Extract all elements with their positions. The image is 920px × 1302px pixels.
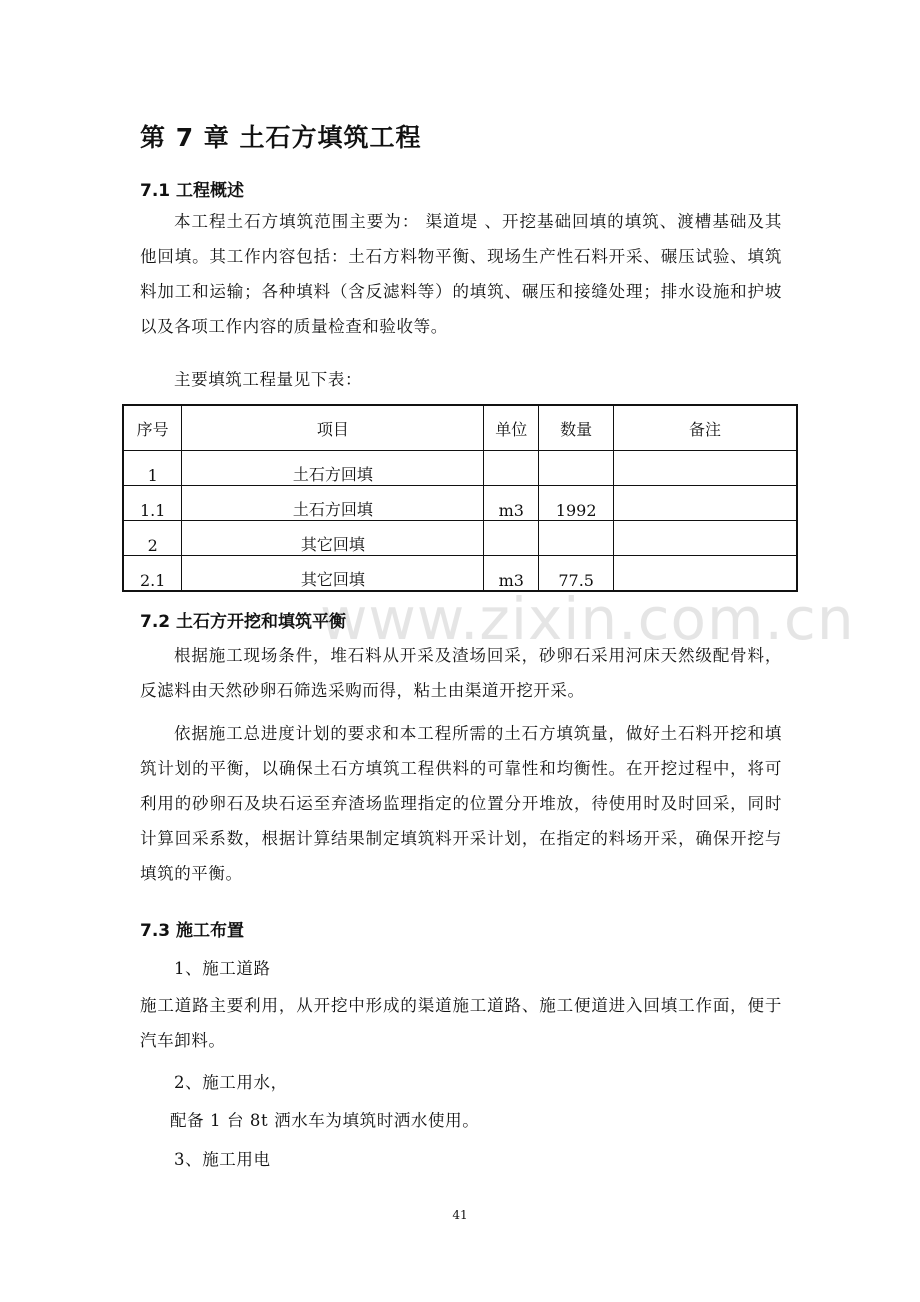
cell-index: 2.1 [123, 556, 182, 592]
cell-remark [614, 556, 797, 592]
quantity-table [122, 404, 798, 592]
table-intro-paragraph: 主要填筑工程量见下表： [174, 370, 363, 389]
table-row [123, 486, 797, 521]
cell-remark [614, 486, 797, 521]
balance-paragraph-2: 依据施工总进度计划的要求和本工程所需的土石方填筑量，做好土石料开挖和填筑计划的平衡，以确保土石方填筑工程供料的可靠性和均衡性。在开挖过程中，将可利用的砂卵石及块石运至弃渣场监理指定的位置分开堆放，待使用时及时回采，同时计算回采系数，根据计算结果制定填筑料开采计划，在指定的料场开采，确保开挖与填筑的平衡。 [140, 724, 782, 883]
cell-unit: m3 [484, 556, 539, 592]
cell-quantity [539, 451, 614, 486]
header-cell-unit: 单位 [484, 405, 539, 451]
cell-index: 1 [123, 451, 182, 486]
cell-item: 其它回填 [182, 521, 484, 556]
balance-paragraph-1: 根据施工现场条件，堆石料从开采及渣场回采，砂卵石采用河床天然级配骨料，反滤料由天然砂卵石筛选采购而得，粘土由渠道开挖开采。 [140, 646, 782, 700]
cell-unit [484, 521, 539, 556]
item-road-heading: 1、施工道路 [174, 959, 271, 978]
section-heading-7-2: 7.2 土石方开挖和填筑平衡 [140, 612, 347, 632]
cell-item: 土石方回填 [182, 486, 484, 521]
cell-quantity: 77.5 [539, 556, 614, 592]
cell-remark [614, 451, 797, 486]
item-road-text: 施工道路主要利用，从开挖中形成的渠道施工道路、施工便道进入回填工作面，便于汽车卸料。 [140, 996, 782, 1050]
cell-remark [614, 521, 797, 556]
cell-item: 土石方回填 [182, 451, 484, 486]
header-cell-quantity: 数量 [539, 405, 614, 451]
cell-unit [484, 451, 539, 486]
table-row [123, 556, 797, 592]
overview-paragraph: 本工程土石方填筑范围主要为： 渠道堤 、开挖基础回填的填筑、渡槽基础及其他回填。其工作内容包括：土石方料物平衡、现场生产性石料开采、碾压试验、填筑料加工和运输；各种填料（含反滤料等）的填筑、碾压和接缝处理；排水设施和护坡以及各项工作内容的质量检查和验收等。 [140, 212, 782, 336]
header-cell-item: 项目 [182, 405, 484, 451]
table-row [123, 451, 797, 486]
section-heading-7-3: 7.3 施工布置 [140, 921, 245, 941]
item-water-text: 配备 1 台 8t 洒水车为填筑时洒水使用。 [170, 1111, 480, 1130]
section-heading-7-1: 7.1 工程概述 [140, 181, 245, 201]
chapter-title: 第 7 章 土石方填筑工程 [140, 123, 422, 152]
table-header-row [123, 405, 797, 451]
cell-quantity [539, 521, 614, 556]
cell-item: 其它回填 [182, 556, 484, 592]
header-cell-index: 序号 [123, 405, 182, 451]
item-power-heading: 3、施工用电 [174, 1150, 271, 1169]
watermark-text: www.zixin.com.cn [320, 585, 855, 653]
cell-index: 1.1 [123, 486, 182, 521]
header-cell-remark: 备注 [614, 405, 797, 451]
cell-unit: m3 [484, 486, 539, 521]
page-number: 41 [452, 1208, 468, 1222]
item-water-heading: 2、施工用水， [174, 1073, 288, 1092]
cell-quantity: 1992 [539, 486, 614, 521]
table-row [123, 521, 797, 556]
cell-index: 2 [123, 521, 182, 556]
